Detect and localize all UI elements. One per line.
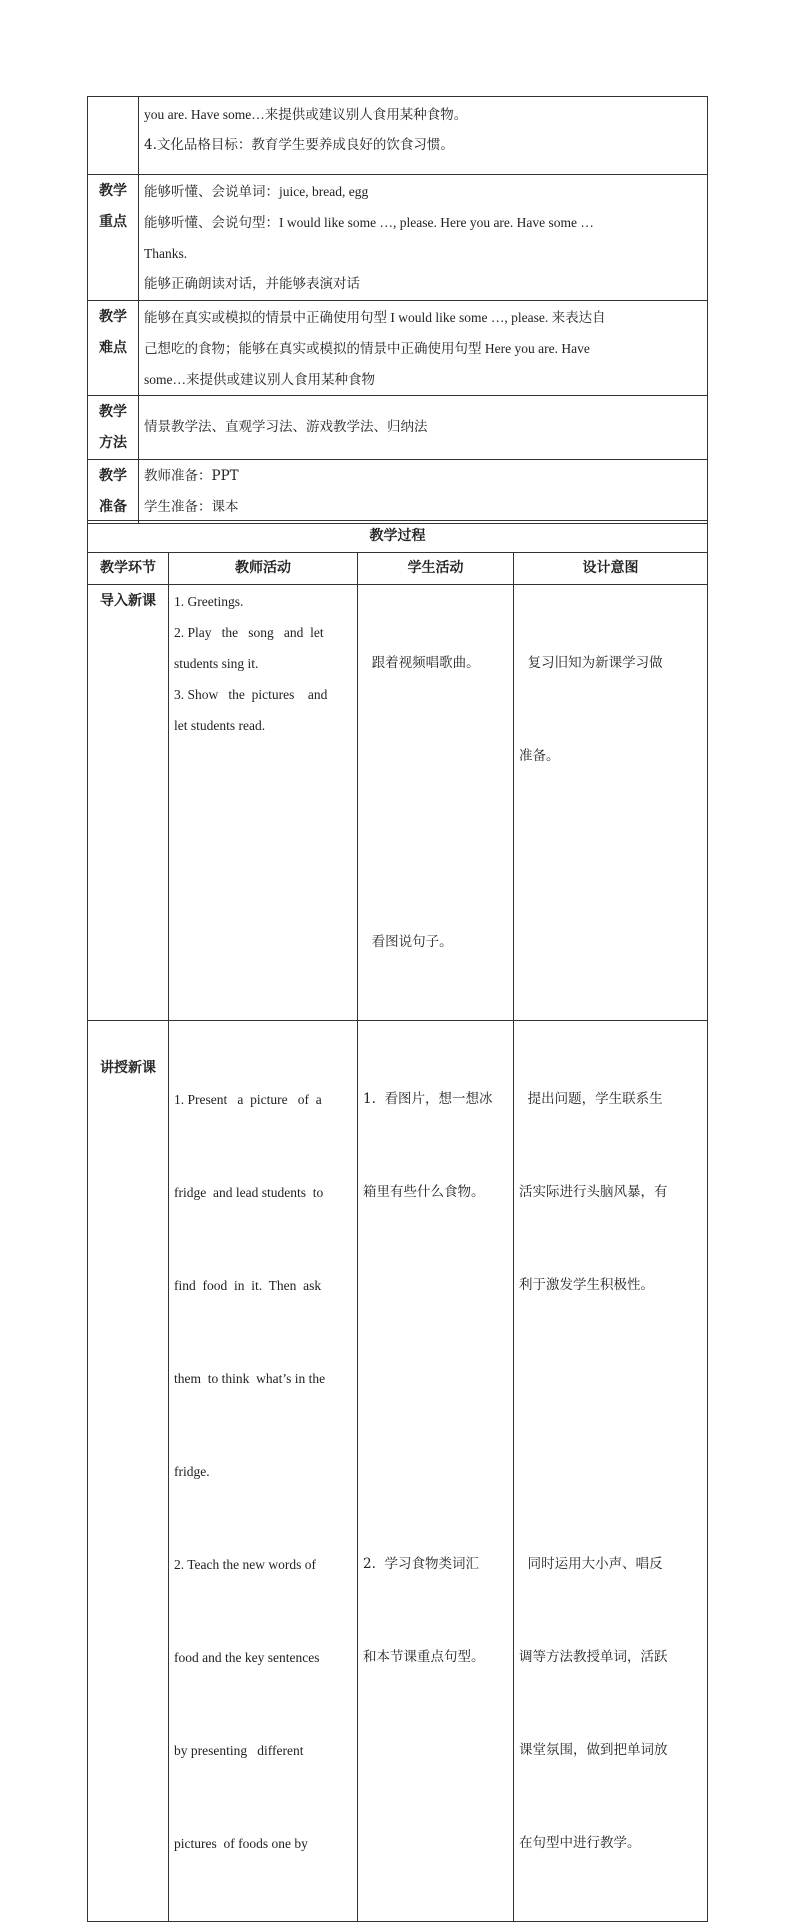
- key-points-row: [88, 175, 708, 301]
- key-points-line-1: 能够听懂、会说单词：juice, bread, egg: [144, 184, 369, 199]
- stage-new-lesson-label: 讲授新课: [100, 1060, 156, 1076]
- student-line: [363, 1456, 508, 1487]
- student-line: [363, 741, 508, 772]
- student-line: 跟着视频唱歌曲。: [363, 655, 480, 671]
- objectives-label-cell: [88, 97, 139, 175]
- header-teacher-activity: 教师活动: [169, 553, 358, 585]
- process-title: 教学过程: [88, 521, 708, 553]
- key-points-line-4: 能够正确朗读对话，并能够表演对话: [144, 276, 360, 292]
- difficult-points-row: [88, 301, 708, 396]
- key-points-label-line-1: 教学: [99, 183, 127, 199]
- student-line: 1. 看图片，想一想冰: [363, 1091, 493, 1107]
- intent-line: 利于激发学生积极性。: [519, 1277, 654, 1293]
- intent-line: 复习旧知为新课学习做: [519, 655, 663, 671]
- methods-label-line-1: 教学: [99, 404, 127, 420]
- design-intent-new-lesson: [514, 1021, 708, 1922]
- teacher-line: pictures of foods one by: [174, 1836, 308, 1851]
- design-intent-intro: [514, 585, 708, 1021]
- process-header-row: [88, 553, 708, 585]
- student-line: [363, 834, 508, 865]
- methods-content: [139, 396, 708, 460]
- student-line: 2. 学习食物类词汇: [363, 1556, 479, 1572]
- student-activity-intro: [358, 585, 514, 1021]
- header-student-activity: 学生活动: [358, 553, 514, 585]
- preparation-label: [88, 460, 139, 524]
- difficult-points-content: [139, 301, 708, 396]
- preparation-label-line-1: 教学: [99, 468, 127, 484]
- teacher-line: students sing it.: [174, 656, 259, 671]
- teacher-line: let students read.: [174, 718, 266, 733]
- key-points-label-line-2: 重点: [99, 214, 127, 230]
- teacher-line: 2. Teach the new words of: [174, 1557, 317, 1572]
- preparation-row: [88, 460, 708, 524]
- process-title-row: [88, 521, 708, 553]
- methods-row: [88, 396, 708, 460]
- difficult-points-label-line-1: 教学: [99, 309, 127, 325]
- methods-text: 情景教学法、直观学习法、游戏教学法、归纳法: [144, 419, 428, 435]
- student-line: 看图说句子。: [363, 934, 453, 950]
- difficult-points-label-line-2: 难点: [99, 340, 127, 356]
- key-points-line-2: 能够听懂、会说句型：I would like some …, please. Here you are. Have some …: [144, 215, 594, 230]
- intent-line: 在句型中进行教学。: [519, 1835, 641, 1851]
- student-line: [363, 1363, 508, 1394]
- intent-line: 准备。: [519, 748, 560, 764]
- objectives-row: [88, 97, 708, 175]
- difficult-points-line-1: 能够在真实或模拟的情景中正确使用句型 I would like some …, please. 来表达自: [144, 310, 606, 325]
- objectives-content-cell: [139, 97, 708, 175]
- intent-line: [519, 1456, 702, 1487]
- teacher-line: them to think what’s in the: [174, 1371, 326, 1386]
- teacher-line: by presenting different: [174, 1743, 304, 1758]
- preparation-student: 学生准备：课本: [144, 499, 239, 515]
- student-line: 箱里有些什么食物。: [363, 1184, 485, 1200]
- student-activity-new-lesson: [358, 1021, 514, 1922]
- preparation-label-line-2: 准备: [99, 499, 127, 515]
- process-row-intro: [88, 585, 708, 1021]
- intent-line: [519, 1363, 702, 1394]
- teacher-line: 2. Play the song and let: [174, 625, 324, 640]
- difficult-points-line-2: 己想吃的食物；能够在真实或模拟的情景中正确使用句型 Here you are. Have: [144, 341, 590, 356]
- objectives-line-1: you are. Have some…来提供或建议别人食用某种食物。: [144, 107, 468, 122]
- difficult-points-label: [88, 301, 139, 396]
- intent-line: 调等方法教授单词，活跃: [519, 1649, 668, 1665]
- teaching-process-table: [87, 520, 708, 1922]
- stage-intro: 导入新课: [88, 585, 169, 1021]
- key-points-line-3: Thanks.: [144, 246, 188, 261]
- teacher-line: fridge and lead students to: [174, 1185, 324, 1200]
- methods-label-line-2: 方法: [99, 435, 127, 451]
- objectives-line-2: 4.文化品格目标：教育学生要养成良好的饮食习惯。: [144, 137, 454, 153]
- teacher-line: 3. Show the pictures and: [174, 687, 328, 702]
- teacher-line: find food in it. Then ask: [174, 1278, 322, 1293]
- intent-line: 同时运用大小声、唱反: [519, 1556, 663, 1572]
- key-points-label: [88, 175, 139, 301]
- teacher-line: 1. Present a picture of a: [174, 1092, 322, 1107]
- teacher-activity-intro: [169, 585, 358, 1021]
- lesson-info-table: [87, 96, 708, 524]
- teacher-line: food and the key sentences: [174, 1650, 320, 1665]
- stage-new-lesson: [88, 1021, 169, 1922]
- methods-label: [88, 396, 139, 460]
- student-line: 和本节课重点句型。: [363, 1649, 485, 1665]
- teacher-line: 1. Greetings.: [174, 594, 244, 609]
- teacher-line: fridge.: [174, 1464, 210, 1479]
- difficult-points-line-3: some…来提供或建议别人食用某种食物: [144, 372, 375, 387]
- key-points-content: [139, 175, 708, 301]
- header-stage: 教学环节: [88, 553, 169, 585]
- intent-line: 活实际进行头脑风暴，有: [519, 1184, 668, 1200]
- intent-line: 提出问题，学生联系生: [519, 1091, 663, 1107]
- intent-line: 课堂氛围，做到把单词放: [519, 1742, 668, 1758]
- student-line: [363, 1270, 508, 1301]
- preparation-content: [139, 460, 708, 524]
- header-design-intent: 设计意图: [514, 553, 708, 585]
- preparation-teacher: 教师准备：PPT: [144, 468, 239, 484]
- process-row-new-lesson: [88, 1021, 708, 1922]
- teacher-activity-new-lesson: [169, 1021, 358, 1922]
